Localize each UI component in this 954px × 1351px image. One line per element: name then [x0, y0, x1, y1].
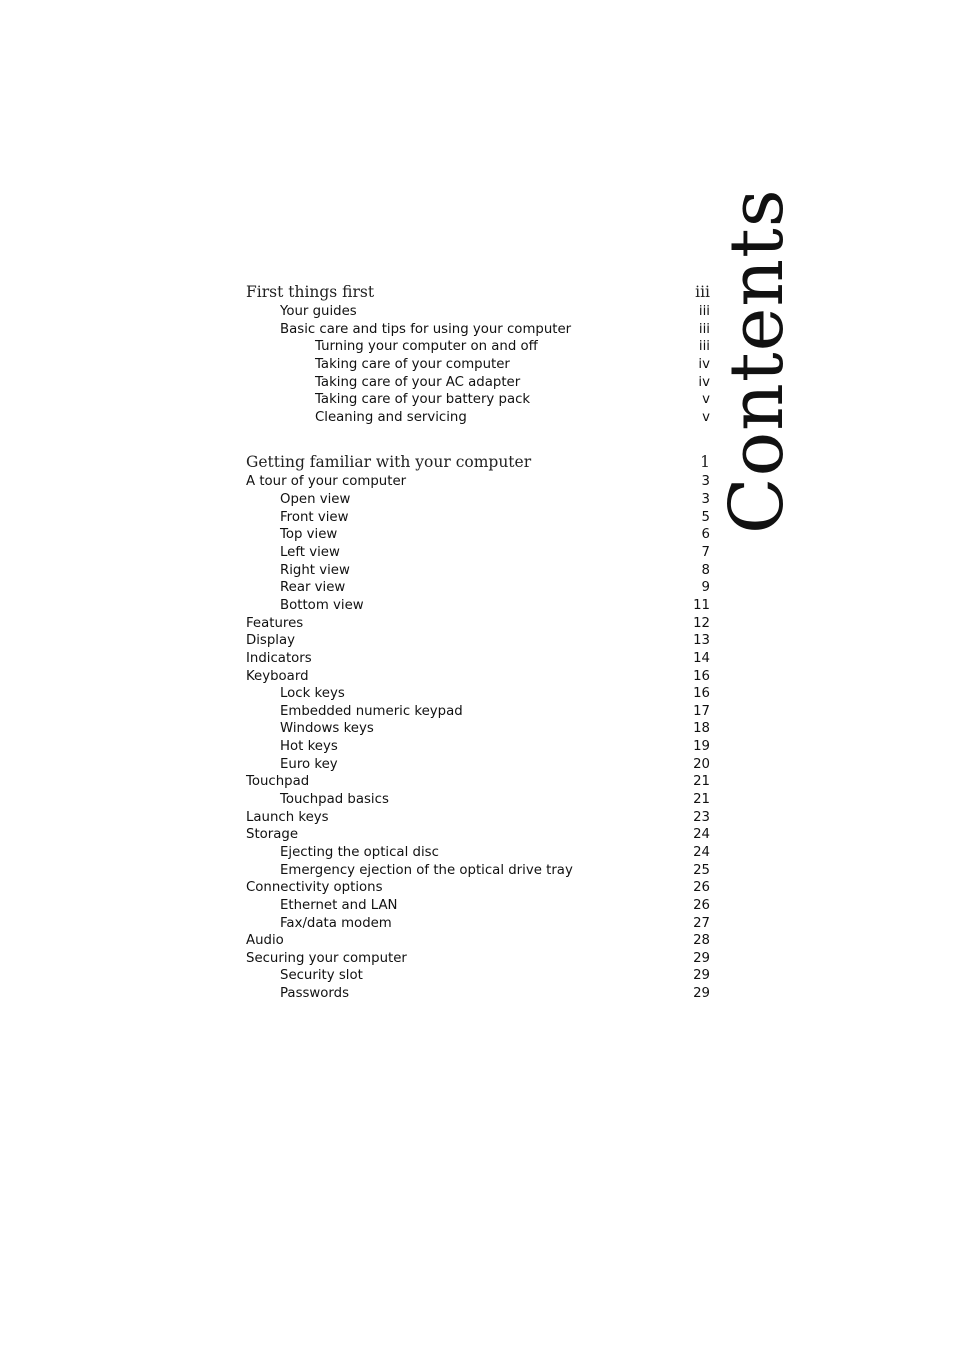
toc-page-number: 8 [701, 562, 710, 578]
toc-entry[interactable] [246, 632, 712, 650]
toc-page-number: 9 [701, 580, 710, 596]
toc-entry-title: Ethernet and LAN [280, 897, 398, 913]
toc-entry[interactable] [246, 544, 712, 562]
toc-page-number: v [702, 409, 710, 425]
toc-entry[interactable] [246, 374, 712, 392]
toc-entry-title: Basic care and tips for using your computer [280, 321, 572, 337]
toc-page-number: 13 [693, 633, 710, 649]
toc-entry-title: Touchpad basics [280, 792, 389, 808]
toc-page-number: 23 [693, 809, 710, 825]
toc-page-number: 29 [693, 986, 710, 1002]
toc-entry-title: First things first [246, 283, 375, 301]
toc-entry[interactable] [246, 950, 712, 968]
toc-entry-title: Connectivity options [246, 880, 383, 896]
toc-entry[interactable] [246, 473, 712, 491]
toc-entry-title: Top view [280, 527, 338, 543]
toc-entry[interactable] [246, 668, 712, 686]
toc-entry[interactable] [246, 809, 712, 827]
toc-entry[interactable] [246, 862, 712, 880]
toc-page-number: 14 [693, 650, 710, 666]
toc-entry-title: Audio [246, 933, 284, 949]
toc-entry[interactable] [246, 915, 712, 933]
toc-page-number: 21 [693, 774, 710, 790]
toc-page-number: 1 [700, 453, 710, 472]
toc-entry[interactable] [246, 967, 712, 985]
toc-entry[interactable] [246, 791, 712, 809]
toc-entry-title: Ejecting the optical disc [280, 844, 439, 860]
toc-page-number: iii [698, 339, 710, 355]
toc-entry-title: Fax/data modem [280, 915, 392, 931]
toc-entry[interactable] [246, 597, 712, 615]
toc-entry-title: Taking care of your battery pack [315, 392, 531, 408]
toc-page-number: 21 [693, 792, 710, 808]
toc-page-number: 28 [693, 933, 710, 949]
toc-entry-title: Storage [246, 827, 299, 843]
toc-entry[interactable] [246, 650, 712, 668]
toc-entry[interactable] [246, 703, 712, 721]
toc-page-number: 20 [693, 756, 710, 772]
toc-entry[interactable] [246, 338, 712, 356]
toc-page-number: 24 [693, 827, 710, 843]
toc-entry-title: Windows keys [280, 721, 374, 737]
toc-entry-title: Cleaning and servicing [315, 409, 467, 425]
toc-entry[interactable] [246, 321, 712, 339]
toc-page-number: 18 [693, 721, 710, 737]
toc-entry[interactable] [246, 738, 712, 756]
toc-page-number: 26 [693, 880, 710, 896]
toc-entry[interactable] [246, 391, 712, 409]
toc-entry-title: Features [246, 615, 304, 631]
toc-entry[interactable] [246, 491, 712, 509]
toc-entry[interactable] [246, 562, 712, 580]
toc-page-number: 29 [693, 950, 710, 966]
toc-entry-title: Passwords [280, 986, 350, 1002]
toc-entry[interactable] [246, 526, 712, 544]
toc-entry[interactable] [246, 879, 712, 897]
toc-page-number: iii [698, 304, 710, 319]
toc-entry-title: Keyboard [246, 668, 309, 684]
toc-page-number: 5 [701, 509, 710, 525]
toc-entry[interactable] [246, 685, 712, 703]
contents-side-title [714, 188, 800, 536]
toc-entry-title: Securing your computer [246, 950, 407, 966]
table-of-contents [246, 281, 712, 1003]
toc-page-number: iv [698, 356, 710, 372]
toc-entry-title: Embedded numeric keypad [280, 703, 463, 719]
toc-entry-title: Front view [280, 509, 349, 525]
toc-entry-title: Touchpad [246, 774, 310, 790]
toc-entry-title: Security slot [280, 968, 363, 984]
contents-title-text: Contents [714, 188, 800, 534]
toc-entry-title: Getting familiar with your computer [246, 453, 532, 472]
toc-entry[interactable] [246, 985, 712, 1003]
toc-entry-title: Hot keys [280, 739, 338, 755]
toc-entry-title: Display [246, 633, 296, 649]
toc-page-number: 7 [701, 545, 710, 561]
toc-page-number: 19 [693, 739, 710, 755]
toc-entry[interactable] [246, 826, 712, 844]
toc-entry[interactable] [246, 579, 712, 597]
toc-page-number: 6 [701, 527, 710, 543]
toc-page-number: 3 [701, 492, 710, 508]
toc-entry[interactable] [246, 720, 712, 738]
toc-entry-title: Rear view [280, 580, 346, 596]
toc-page-number: 27 [693, 915, 710, 931]
toc-entry-title: Indicators [246, 650, 312, 666]
toc-page-number: 25 [693, 862, 710, 878]
toc-entry[interactable] [246, 303, 712, 321]
toc-section-heading[interactable] [246, 281, 712, 303]
toc-entry[interactable] [246, 409, 712, 427]
toc-page-number: 24 [693, 844, 710, 860]
toc-page-number: 17 [693, 703, 710, 719]
toc-page-number: 26 [693, 897, 710, 913]
toc-entry-title: Taking care of your computer [315, 356, 510, 372]
toc-page-number: iii [698, 321, 710, 337]
toc-entry-title: Left view [280, 545, 340, 561]
toc-section-heading[interactable] [246, 451, 712, 473]
toc-page-number: 16 [693, 668, 710, 684]
toc-page-number: 3 [701, 474, 710, 490]
toc-entry-title: Euro key [280, 756, 338, 772]
toc-entry-title: Lock keys [280, 686, 345, 702]
toc-entry-title: Right view [280, 562, 350, 578]
toc-page-number: 12 [693, 615, 710, 631]
toc-entry[interactable] [246, 773, 712, 791]
toc-page-number: 16 [693, 686, 710, 702]
toc-page-number: 11 [693, 597, 710, 613]
toc-entry-title: Open view [280, 492, 351, 508]
toc-entry[interactable] [246, 897, 712, 915]
toc-page-number: 29 [693, 968, 710, 984]
toc-entry[interactable] [246, 356, 712, 374]
toc-entry-title: Bottom view [280, 597, 364, 613]
toc-entry[interactable] [246, 756, 712, 774]
toc-page-number: iv [698, 374, 710, 390]
toc-entry[interactable] [246, 615, 712, 633]
toc-entry[interactable] [246, 932, 712, 950]
section-spacer [246, 426, 712, 451]
toc-entry[interactable] [246, 509, 712, 527]
toc-page-number: iii [695, 283, 710, 301]
toc-entry-title: Your guides [280, 304, 357, 319]
toc-entry-title: Taking care of your AC adapter [315, 374, 521, 390]
toc-entry-title: Emergency ejection of the optical drive tray [280, 862, 573, 878]
toc-entry[interactable] [246, 844, 712, 862]
toc-entry-title: Launch keys [246, 809, 329, 825]
toc-entry-title: A tour of your computer [246, 474, 407, 490]
toc-page-number: v [702, 392, 710, 408]
toc-entry-title: Turning your computer on and off [315, 339, 538, 355]
